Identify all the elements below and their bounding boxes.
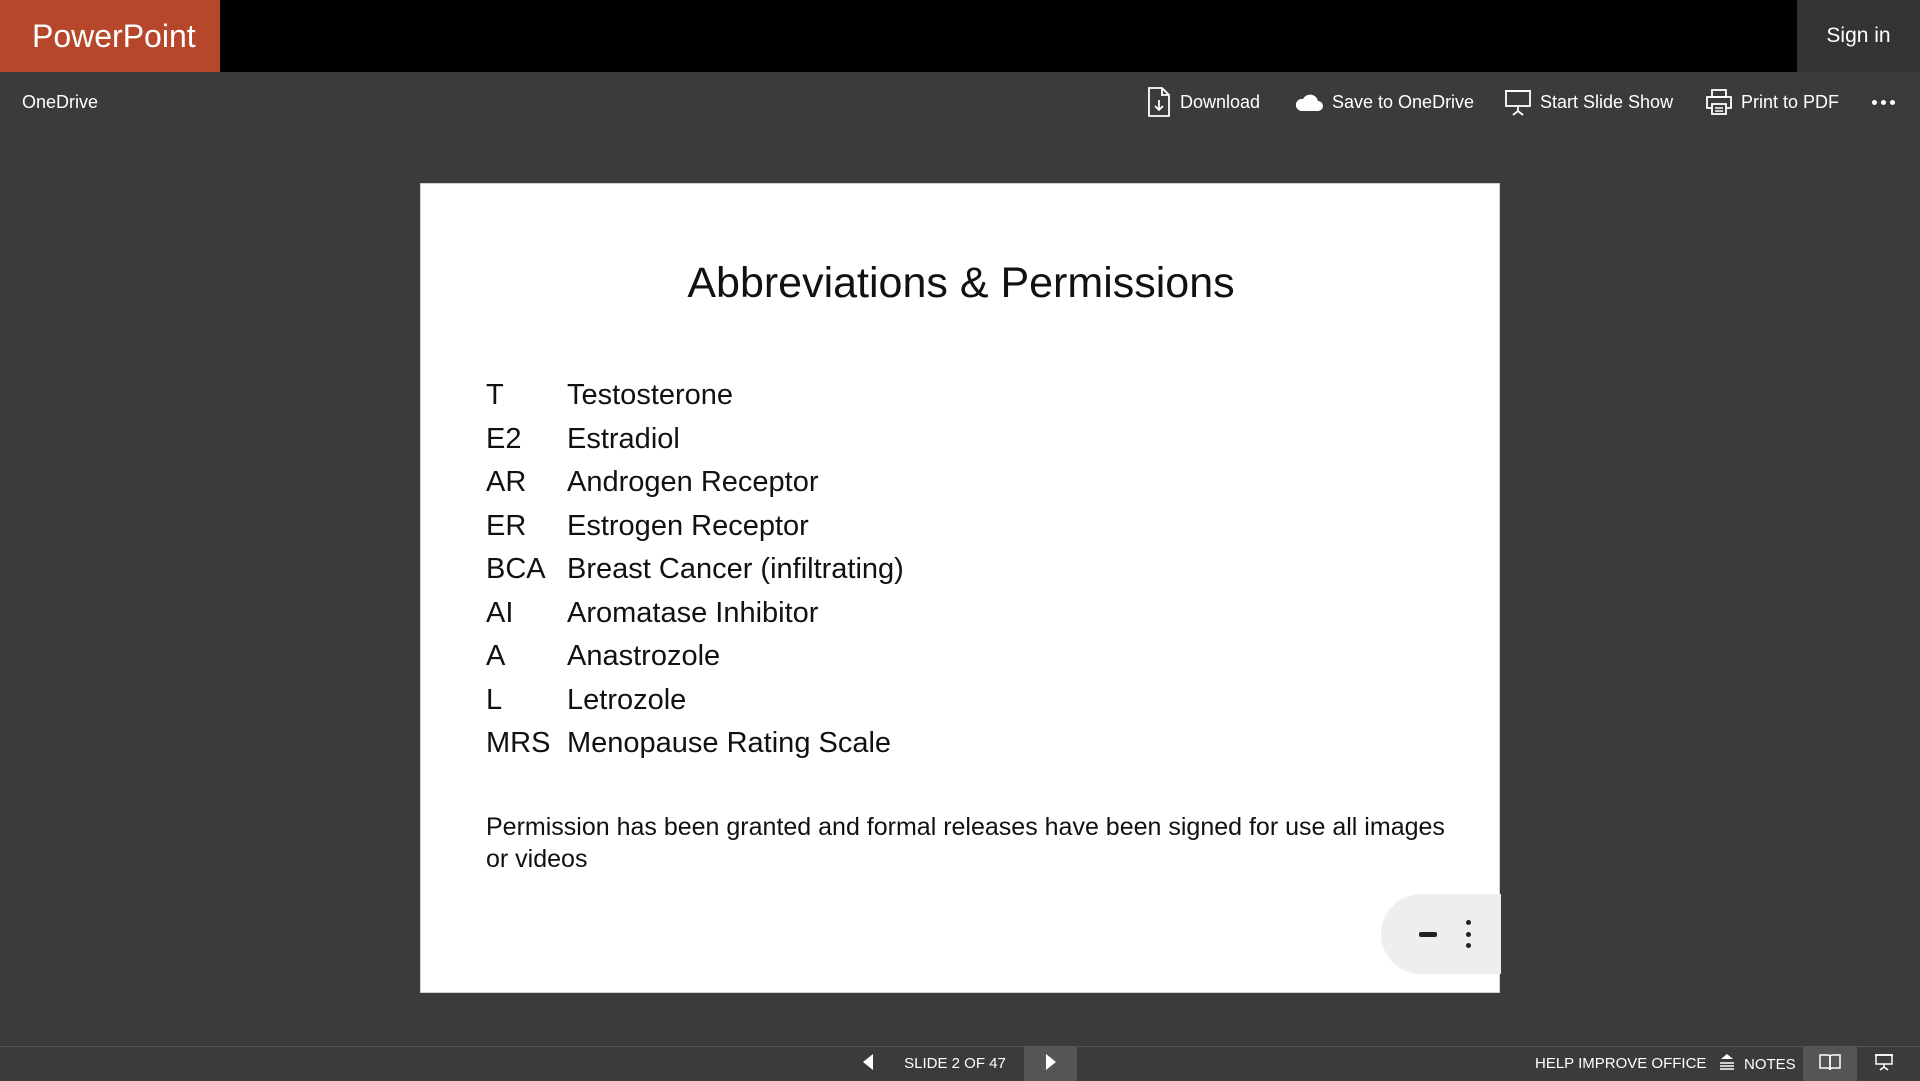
top-bar: [0, 0, 1920, 72]
reading-view-button[interactable]: [1803, 1047, 1857, 1081]
abbreviation-key: AI: [486, 596, 514, 629]
abbreviation-value: Aromatase Inhibitor: [567, 596, 819, 629]
app-brand[interactable]: PowerPoint: [0, 0, 220, 72]
notes-label: NOTES: [1744, 1055, 1796, 1073]
abbreviation-list: [486, 374, 1286, 766]
vertical-ellipsis-icon[interactable]: [1465, 920, 1471, 948]
book-icon: [1819, 1053, 1841, 1076]
abbreviation-key: MRS: [486, 727, 551, 760]
cloud-icon: [1294, 91, 1324, 113]
slide-show-view-button[interactable]: [1857, 1047, 1911, 1081]
save-to-onedrive-button[interactable]: [1294, 72, 1474, 132]
abbreviation-key: ER: [486, 509, 527, 542]
slide-show-icon: [1504, 88, 1532, 116]
list-item: [486, 374, 1286, 418]
abbreviation-key: AR: [486, 466, 527, 499]
command-bar: [0, 72, 1920, 132]
slide-title: Abbreviations & Permissions: [687, 259, 1235, 307]
print-to-pdf-button[interactable]: [1705, 72, 1839, 132]
slide-canvas: [420, 183, 1500, 993]
printer-icon: [1705, 88, 1733, 116]
slide-counter: SLIDE 2 OF 47: [904, 1055, 1006, 1072]
next-slide-button[interactable]: [1024, 1047, 1077, 1081]
abbreviation-value: Anastrozole: [567, 640, 721, 673]
abbreviation-key: BCA: [486, 553, 546, 586]
triangle-right-icon: [1045, 1054, 1057, 1075]
abbreviation-value: Testosterone: [567, 379, 734, 412]
list-item: [486, 635, 1286, 679]
print-to-pdf-label: Print to PDF: [1741, 91, 1840, 112]
notes-button[interactable]: [1718, 1047, 1796, 1081]
abbreviation-value: Breast Cancer (infiltrating): [567, 553, 904, 586]
abbreviation-value: Estrogen Receptor: [567, 509, 809, 542]
previous-slide-button[interactable]: [850, 1047, 886, 1081]
abbreviation-value: Letrozole: [567, 683, 687, 716]
status-bar: [0, 1046, 1920, 1080]
abbreviation-value: Menopause Rating Scale: [567, 727, 892, 760]
download-button[interactable]: [1146, 72, 1260, 132]
download-label: Download: [1180, 91, 1261, 112]
download-icon: [1146, 87, 1172, 117]
presentation-icon: [1874, 1053, 1894, 1076]
abbreviation-key: E2: [486, 422, 522, 455]
list-item: [486, 679, 1286, 723]
list-item: [486, 592, 1286, 636]
list-item: [486, 548, 1286, 592]
sign-in-button[interactable]: Sign in: [1797, 0, 1920, 72]
notes-icon: [1718, 1053, 1736, 1075]
onedrive-link[interactable]: OneDrive: [22, 92, 99, 112]
abbreviation-key: A: [486, 640, 506, 673]
list-item: [486, 505, 1286, 549]
list-item: [486, 722, 1286, 766]
minus-icon[interactable]: [1419, 932, 1437, 937]
triangle-left-icon: [862, 1054, 874, 1075]
abbreviation-value: Estradiol: [567, 422, 680, 455]
abbreviation-key: L: [486, 683, 503, 716]
permission-note: Permission has been granted and formal releases have been signed for use all images or videos: [486, 813, 1445, 873]
abbreviation-key: T: [486, 379, 504, 412]
slide-toolbar-pill: [1381, 894, 1501, 974]
start-slide-show-label: Start Slide Show: [1540, 91, 1674, 112]
ellipsis-icon[interactable]: [1866, 72, 1900, 132]
help-improve-office-link[interactable]: HELP IMPROVE OFFICE: [1535, 1055, 1707, 1072]
list-item: [486, 461, 1286, 505]
list-item: [486, 418, 1286, 462]
save-to-onedrive-label: Save to OneDrive: [1332, 91, 1475, 112]
start-slide-show-button[interactable]: [1504, 72, 1673, 132]
abbreviation-value: Androgen Receptor: [567, 466, 819, 499]
